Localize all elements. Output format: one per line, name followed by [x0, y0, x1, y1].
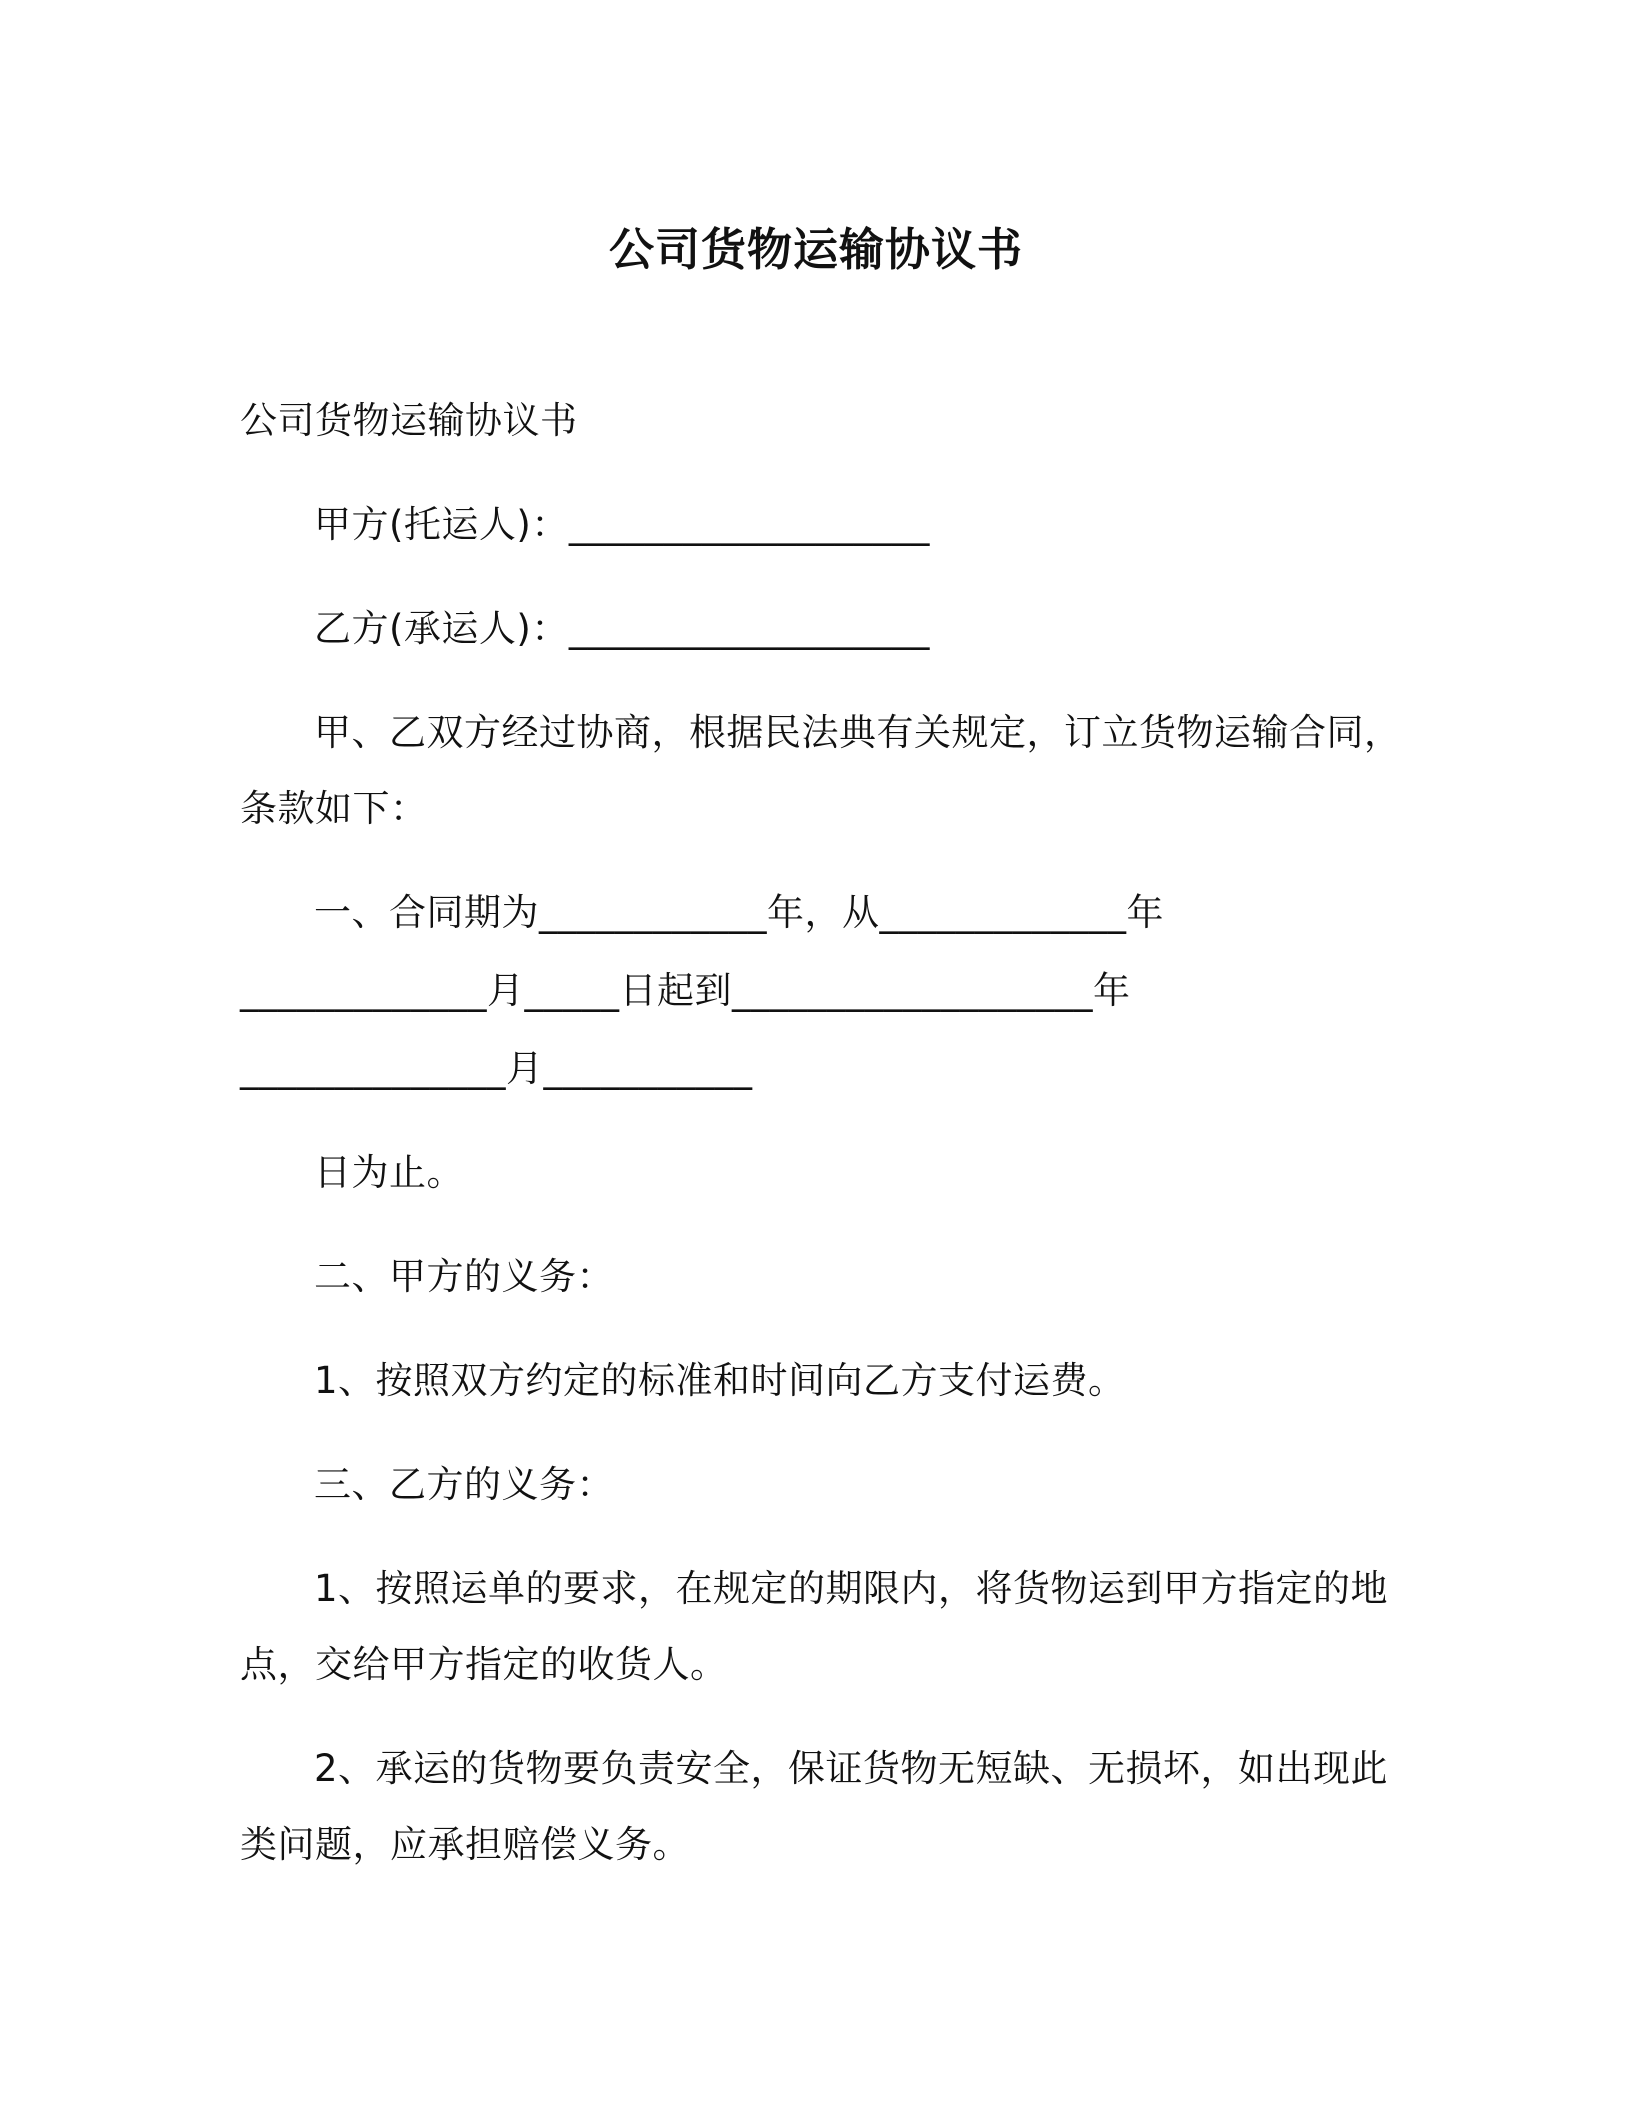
- subtitle-line: 公司货物运输协议书: [240, 399, 578, 442]
- party-b-line: 乙方(承运人)：___________________: [314, 607, 930, 650]
- section-2-heading: 二、甲方的义务：: [314, 1255, 614, 1298]
- preamble-line-1: 甲、乙双方经过协商，根据民法典有关规定，订立货物运输合同，: [314, 711, 1402, 754]
- section-3-item-2-b: 类问题，应承担赔偿义务。: [240, 1823, 690, 1866]
- term-line-2: _____________月_____日起到___________________年: [240, 969, 1131, 1012]
- term-line-3: ______________月___________: [240, 1047, 753, 1090]
- document-title: 公司货物运输协议书: [608, 223, 1023, 276]
- preamble-line-2: 条款如下：: [240, 787, 428, 830]
- section-3-item-1-a: 1、按照运单的要求，在规定的期限内，将货物运到甲方指定的地: [314, 1567, 1389, 1610]
- term-line-1: 一、合同期为____________年，从_____________年: [314, 891, 1164, 934]
- section-3-item-2-a: 2、承运的货物要负责安全，保证货物无短缺、无损坏，如出现此: [314, 1747, 1389, 1790]
- section-3-heading: 三、乙方的义务：: [314, 1463, 614, 1506]
- party-a-line: 甲方(托运人)：___________________: [314, 503, 930, 546]
- section-3-item-1-b: 点，交给甲方指定的收货人。: [240, 1643, 728, 1686]
- section-2-item-1: 1、按照双方约定的标准和时间向乙方支付运费。: [314, 1359, 1126, 1402]
- term-line-4: 日为止。: [314, 1151, 464, 1194]
